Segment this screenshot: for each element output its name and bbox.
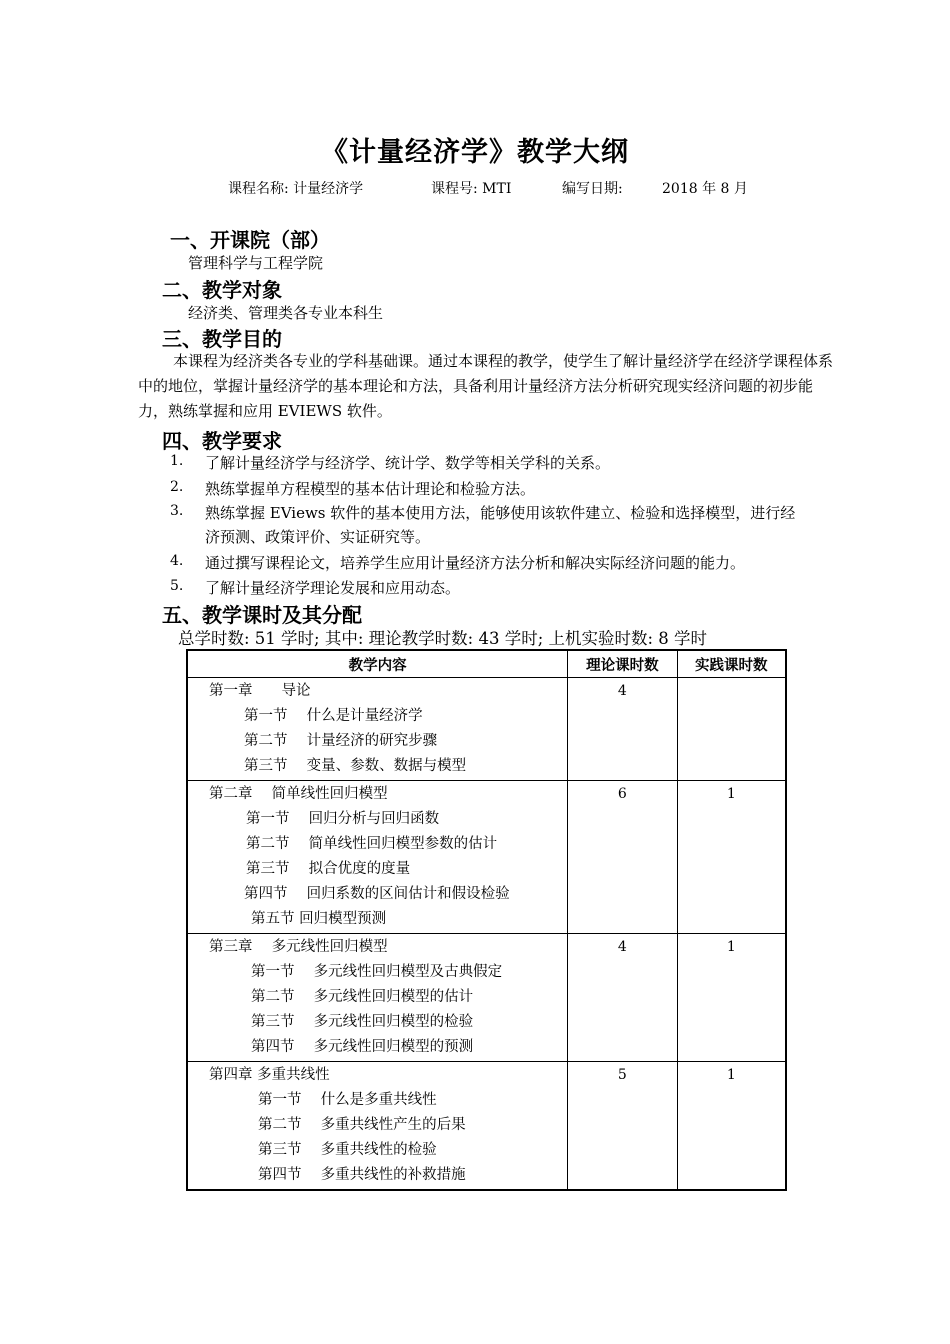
hours-summary: 总学时数: 51 学时; 其中: 理论教学时数: 43 学时; 上机实验时数: 8 学时 <box>178 629 708 648</box>
practice-hours-cell <box>677 781 786 934</box>
requirement-number: 1. <box>170 453 184 469</box>
practice-hours-cell <box>677 934 786 1062</box>
section-line: 第一节 回归分析与回归函数 <box>246 811 440 827</box>
section-line: 第三节 变量、参数、数据与模型 <box>244 758 467 774</box>
header-content: 教学内容 <box>187 650 568 678</box>
requirement-text: 通过撰写课程论文，培养学生应用计量经济方法分析和解决实际经济问题的能力。 <box>205 554 746 572</box>
theory-hours-cell <box>568 678 677 781</box>
section-line: 第四节 多元线性回归模型的预测 <box>251 1039 474 1055</box>
table-row <box>187 678 786 781</box>
section-3-heading: 三、教学目的 <box>162 327 282 351</box>
requirement-number: 5. <box>170 578 184 594</box>
section-line: 第三节 多重共线性的检验 <box>258 1142 437 1158</box>
chapter-title: 第一章 导论 <box>209 683 311 699</box>
header-practice-hours: 实践课时数 <box>677 650 786 678</box>
chapter-cell <box>187 781 568 934</box>
requirement-text: 了解计量经济学理论发展和应用动态。 <box>205 579 461 597</box>
section-line: 第二节 计量经济的研究步骤 <box>244 733 438 749</box>
theory-hours: 6 <box>617 786 627 802</box>
section-line: 第一节 什么是多重共线性 <box>258 1092 437 1108</box>
section-4-heading: 四、教学要求 <box>162 429 282 453</box>
section-2-heading: 二、教学对象 <box>162 278 282 302</box>
practice-hours <box>679 679 784 704</box>
chapter-title: 第三章 多元线性回归模型 <box>209 939 388 955</box>
requirement-number: 4. <box>170 553 184 569</box>
page-title: 《计量经济学》教学大纲 <box>321 137 629 168</box>
section-line: 第四节 多重共线性的补救措施 <box>258 1167 466 1183</box>
date-value: 2018 年 8 月 <box>662 181 748 197</box>
section-line: 第四节 回归系数的区间估计和假设检验 <box>244 886 510 902</box>
practice-hours-cell <box>677 1062 786 1191</box>
theory-hours-cell <box>568 934 677 1062</box>
section-line: 第二节 多元线性回归模型的估计 <box>251 989 474 1005</box>
section-line: 第五节 回归模型预测 <box>251 911 387 927</box>
requirement-text-continued: 济预测、政策评价、实证研究等。 <box>205 528 431 546</box>
table-row <box>187 934 786 1062</box>
date-label: 编写日期: <box>562 181 623 197</box>
table-row <box>187 781 786 934</box>
chapter-cell <box>187 1062 568 1191</box>
section-line: 第二节 简单线性回归模型参数的估计 <box>246 836 498 852</box>
section-1-text: 管理科学与工程学院 <box>188 254 324 272</box>
section-2-text: 经济类、管理类各专业本科生 <box>188 304 384 322</box>
theory-hours: 4 <box>617 939 627 955</box>
header-theory-hours: 理论课时数 <box>568 650 677 678</box>
practice-hours: 1 <box>726 1067 736 1083</box>
section-1-heading: 一、开课院（部） <box>170 228 330 252</box>
section-line: 第一节 什么是计量经济学 <box>244 708 423 724</box>
chapter-cell <box>187 934 568 1062</box>
course-number: 课程号: MTI <box>431 181 512 197</box>
section-3-paragraph: 本课程为经济类各专业的学科基础课。通过本课程的教学，使学生了解计量经济学在经济学课程体系中的地位，掌握计量经济学的基本理论和方法，具备利用计量经济方法分析研究现实经济问题的初步能力，熟练掌握和应用 EVIEWS 软件。 <box>138 352 834 420</box>
requirement-text: 了解计量经济学与经济学、统计学、数学等相关学科的关系。 <box>205 454 611 472</box>
section-line: 第三节 多元线性回归模型的检验 <box>251 1014 474 1030</box>
table-header-row <box>187 650 786 678</box>
section-line: 第三节 拟合优度的度量 <box>246 861 411 877</box>
section-line: 第一节 多元线性回归模型及古典假定 <box>251 964 503 980</box>
chapter-title: 第四章 多重共线性 <box>209 1067 330 1083</box>
requirement-text: 熟练掌握 EViews 软件的基本使用方法，能够使用该软件建立、检验和选择模型，进行经 <box>205 504 796 522</box>
section-5-heading: 五、教学课时及其分配 <box>162 603 362 627</box>
requirement-number: 2. <box>170 479 184 495</box>
practice-hours: 1 <box>726 786 736 802</box>
hours-table <box>186 649 787 1191</box>
chapter-title: 第二章 简单线性回归模型 <box>209 786 388 802</box>
chapter-cell <box>187 678 568 781</box>
table-row <box>187 1062 786 1191</box>
requirement-number: 3. <box>170 503 184 519</box>
theory-hours: 4 <box>617 683 627 699</box>
practice-hours: 1 <box>726 939 736 955</box>
theory-hours: 5 <box>617 1067 627 1083</box>
theory-hours-cell <box>568 781 677 934</box>
requirement-text: 熟练掌握单方程模型的基本估计理论和检验方法。 <box>205 480 536 498</box>
section-line: 第二节 多重共线性产生的后果 <box>258 1117 466 1133</box>
practice-hours-cell <box>677 678 786 781</box>
theory-hours-cell <box>568 1062 677 1191</box>
course-name: 课程名称: 计量经济学 <box>228 181 364 197</box>
